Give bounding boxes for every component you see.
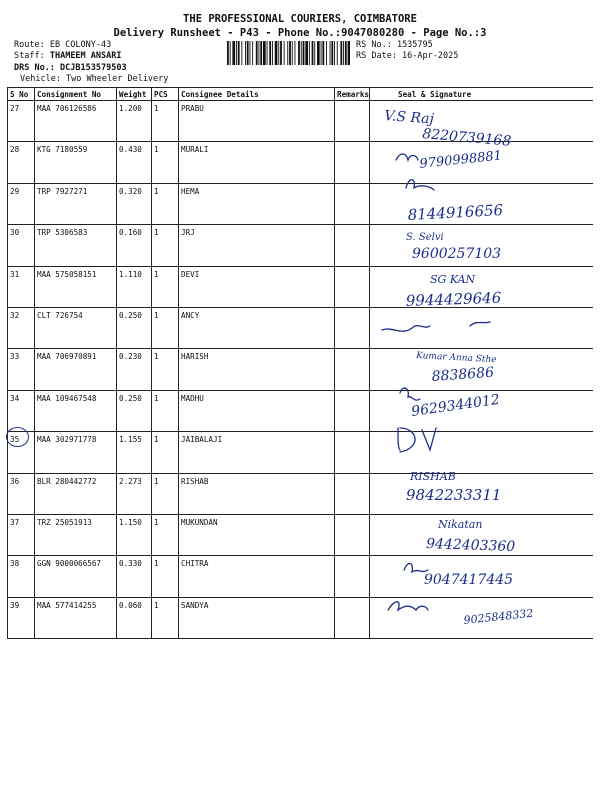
- cell-sno: 29: [8, 183, 35, 224]
- cell-consignment: TRP 7927271: [35, 183, 117, 224]
- table-bottom-line: [7, 638, 364, 639]
- cell-remarks: [335, 101, 370, 142]
- cell-remarks: [335, 473, 370, 514]
- cell-consignment: BLR 280442772: [35, 473, 117, 514]
- staff-label: Staff:: [14, 51, 45, 61]
- cell-consignment: MAA 302971778: [35, 432, 117, 473]
- company-title: THE PROFESSIONAL COURIERS, COIMBATORE: [183, 13, 417, 25]
- hw-text: 9944429646: [405, 288, 502, 310]
- cell-weight: 0.060: [117, 597, 152, 638]
- cell-remarks: [335, 225, 370, 266]
- cell-consignment: MAA 577414255: [35, 597, 117, 638]
- cell-remarks: [335, 556, 370, 597]
- cell-consignment: MAA 575058151: [35, 266, 117, 307]
- cell-pcs: 1: [152, 225, 179, 266]
- cell-pcs: 1: [152, 349, 179, 390]
- cell-signature: [370, 390, 593, 431]
- cell-pcs: 1: [152, 142, 179, 183]
- cell-sno: 37: [8, 514, 35, 555]
- col-header-weight: Weight: [117, 88, 152, 101]
- cell-consignment: MAA 109467548: [35, 390, 117, 431]
- cell-remarks: [335, 266, 370, 307]
- cell-consignee: MUKUNDAN: [179, 514, 335, 555]
- cell-sno: 35: [8, 432, 35, 473]
- cell-weight: 1.200: [117, 101, 152, 142]
- cell-weight: 0.250: [117, 307, 152, 348]
- cell-consignment: GGN 9000066567: [35, 556, 117, 597]
- pen-circle-mark: [6, 427, 29, 447]
- cell-weight: 1.150: [117, 514, 152, 555]
- hw-text: 8220739168: [421, 126, 512, 150]
- hw-text: S. Selvi: [406, 232, 444, 243]
- cell-pcs: 1: [152, 597, 179, 638]
- table-row: [8, 101, 593, 142]
- cell-pcs: 1: [152, 101, 179, 142]
- cell-signature: [370, 266, 593, 307]
- rs-number: RS No.: 1535795: [356, 40, 433, 50]
- col-header-signature: Seal & Signature: [370, 88, 593, 101]
- hw-text: 8838686: [431, 364, 495, 385]
- cell-sno: 31: [8, 266, 35, 307]
- cell-consignment: TRZ 25051913: [35, 514, 117, 555]
- cell-signature: [370, 349, 593, 390]
- cell-sno: 38: [8, 556, 35, 597]
- cell-consignee: JRJ: [179, 225, 335, 266]
- table-row: [8, 597, 593, 638]
- cell-sno: 30: [8, 225, 35, 266]
- hw-text: 8144916656: [407, 201, 504, 224]
- col-header-consignee: Consignee Details: [179, 88, 335, 101]
- cell-sno: 39: [8, 597, 35, 638]
- cell-signature: [370, 142, 593, 183]
- table-row: [8, 514, 593, 555]
- cell-signature: [370, 183, 593, 224]
- barcode-image: [226, 41, 350, 65]
- cell-consignment: KTG 7180559: [35, 142, 117, 183]
- table-row: [8, 142, 593, 183]
- staff-line: [14, 51, 122, 61]
- hw-text: 9600257103: [412, 246, 502, 262]
- cell-consignment: MAA 706970891: [35, 349, 117, 390]
- cell-weight: 0.330: [117, 556, 152, 597]
- hw-text: SG KAN: [430, 273, 476, 286]
- hw-text: 9442403360: [425, 536, 516, 556]
- hw-text: 9842233311: [406, 486, 502, 504]
- table-row: [8, 473, 593, 514]
- cell-sno: 32: [8, 307, 35, 348]
- cell-remarks: [335, 390, 370, 431]
- hw-text: 9629344012: [410, 391, 501, 420]
- hw-text: 9790998881: [418, 148, 503, 172]
- cell-signature: [370, 225, 593, 266]
- cell-consignee: ANCY: [179, 307, 335, 348]
- cell-weight: 0.250: [117, 390, 152, 431]
- col-header-pcs: PCS: [152, 88, 179, 101]
- cell-consignee: HARISH: [179, 349, 335, 390]
- hw-text: RISHAB: [410, 470, 456, 483]
- cell-consignee: MADHU: [179, 390, 335, 431]
- hw-text: 9047417445: [424, 572, 514, 588]
- hw-text: 9025848332: [462, 606, 534, 627]
- cell-weight: 0.320: [117, 183, 152, 224]
- hw-text: V.S Raj: [383, 108, 435, 128]
- cell-signature: [370, 514, 593, 555]
- cell-remarks: [335, 307, 370, 348]
- cell-signature: [370, 101, 593, 142]
- table-row: [8, 349, 593, 390]
- cell-consignee: SANDYA: [179, 597, 335, 638]
- table-row: [8, 556, 593, 597]
- cell-remarks: [335, 432, 370, 473]
- cell-consignee: CHITRA: [179, 556, 335, 597]
- route-text: Route: EB COLONY-43: [14, 40, 112, 50]
- hw-text: Kumar Anna Sthe: [415, 351, 497, 366]
- cell-pcs: 1: [152, 473, 179, 514]
- cell-consignee: RISHAB: [179, 473, 335, 514]
- cell-signature: [370, 473, 593, 514]
- vehicle-text: Vehicle: Two Wheeler Delivery: [20, 74, 169, 84]
- rs-date: RS Date: 16-Apr-2025: [356, 51, 459, 61]
- col-header-remarks: Remarks: [335, 88, 370, 101]
- cell-pcs: 1: [152, 514, 179, 555]
- cell-signature: [370, 307, 593, 348]
- cell-pcs: 1: [152, 432, 179, 473]
- cell-remarks: [335, 597, 370, 638]
- cell-remarks: [335, 514, 370, 555]
- cell-signature: [370, 432, 593, 473]
- cell-pcs: 1: [152, 307, 179, 348]
- table-header-row: [8, 88, 593, 101]
- table-row: [8, 266, 593, 307]
- cell-remarks: [335, 142, 370, 183]
- runsheet-table: [7, 87, 593, 639]
- cell-sno: 36: [8, 473, 35, 514]
- cell-consignment: MAA 706126586: [35, 101, 117, 142]
- cell-pcs: 1: [152, 390, 179, 431]
- table-row: [8, 390, 593, 431]
- cell-weight: 2.273: [117, 473, 152, 514]
- cell-weight: 1.155: [117, 432, 152, 473]
- cell-signature: [370, 556, 593, 597]
- staff-name: THAMEEM ANSARI: [49, 51, 122, 61]
- drs-number: DRS No.: DCJB153579503: [14, 63, 127, 73]
- cell-sno: 28: [8, 142, 35, 183]
- cell-pcs: 1: [152, 556, 179, 597]
- col-header-sno: S No: [8, 88, 35, 101]
- cell-consignment: TRP 5306583: [35, 225, 117, 266]
- cell-sno: 34: [8, 390, 35, 431]
- cell-consignment: CLT 726754: [35, 307, 117, 348]
- cell-sno: 27: [8, 101, 35, 142]
- cell-weight: 0.230: [117, 349, 152, 390]
- cell-signature: [370, 597, 593, 638]
- cell-sno: 33: [8, 349, 35, 390]
- table-row: [8, 307, 593, 348]
- cell-pcs: 1: [152, 266, 179, 307]
- cell-pcs: 1: [152, 183, 179, 224]
- cell-consignee: PRABU: [179, 101, 335, 142]
- cell-consignee: MURALI: [179, 142, 335, 183]
- cell-consignee: DEVI: [179, 266, 335, 307]
- col-header-consignment: Consignment No: [35, 88, 117, 101]
- table-row: [8, 183, 593, 224]
- hw-text: Nikatan: [438, 518, 483, 531]
- cell-weight: 0.430: [117, 142, 152, 183]
- table-row: [8, 225, 593, 266]
- cell-consignee: HEMA: [179, 183, 335, 224]
- cell-remarks: [335, 183, 370, 224]
- cell-weight: 1.110: [117, 266, 152, 307]
- runsheet-subtitle: Delivery Runsheet - P43 - Phone No.:9047080280 - Page No.:3: [113, 27, 487, 39]
- cell-weight: 0.160: [117, 225, 152, 266]
- cell-remarks: [335, 349, 370, 390]
- cell-consignee: JAIBALAJI: [179, 432, 335, 473]
- table-row: [8, 432, 593, 473]
